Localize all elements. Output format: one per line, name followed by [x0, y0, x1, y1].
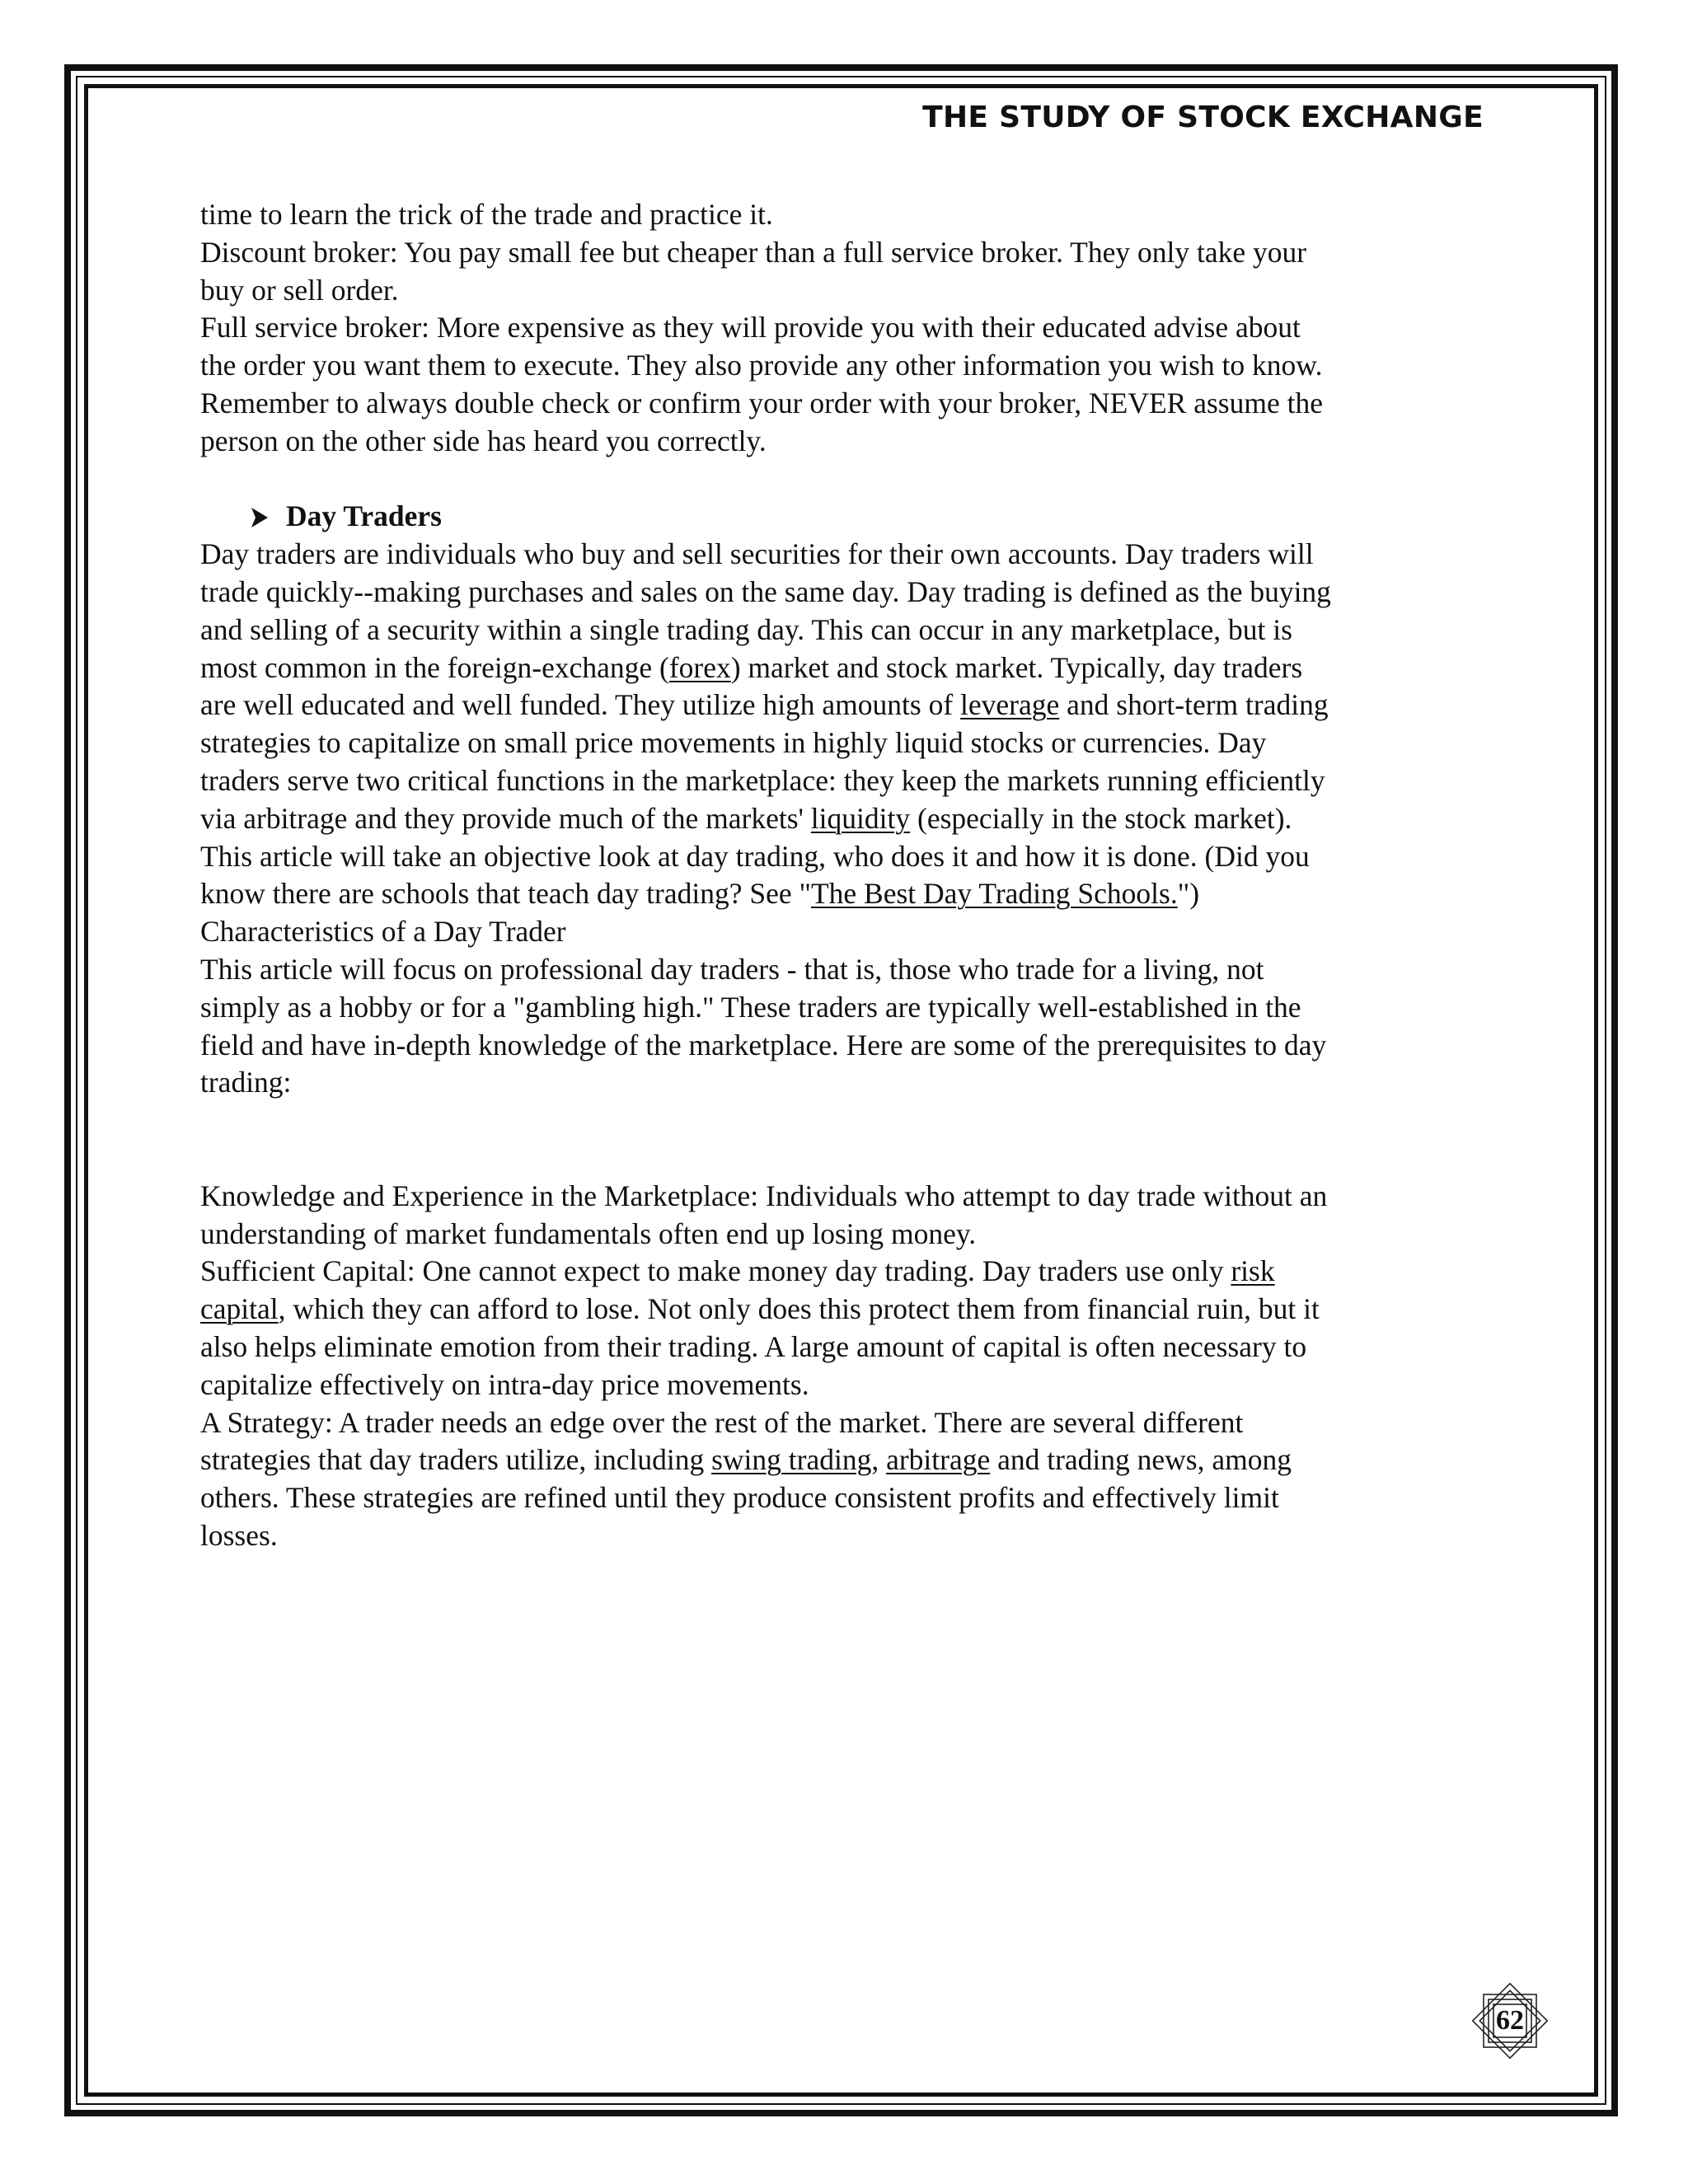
text-line: Day traders are individuals who buy and sell securities for their own accounts. Day traders will: [200, 537, 1314, 571]
text-span: and trading news, among: [990, 1443, 1292, 1477]
text-line: and selling of a security within a single trading day. This can occur in any marketplace, but is: [200, 612, 1292, 646]
text-span: are well educated and well funded. They utilize high amounts of: [200, 688, 961, 722]
text-line: capitalize effectively on intra-day price movements.: [200, 1367, 809, 1401]
text-line: others. These strategies are refined until they produce consistent profits and effectively limit: [200, 1481, 1279, 1515]
leverage-link[interactable]: leverage: [960, 688, 1060, 722]
text-line: trading:: [200, 1066, 292, 1099]
text-span: (especially in the stock market).: [910, 801, 1292, 835]
spacer: [200, 461, 1494, 499]
text-line: traders serve two critical functions in the marketplace: they keep the markets running efficiently: [200, 763, 1325, 797]
text-line: Knowledge and Experience in the Marketplace: Individuals who attempt to day trade without an: [200, 1179, 1328, 1212]
text-span: ,: [871, 1443, 887, 1477]
text-line: simply as a hobby or for a "gambling high." These traders are typically well-established in the: [200, 990, 1301, 1024]
page-body: [200, 196, 1494, 1555]
text-line: [200, 1441, 1494, 1479]
day-trading-schools-link[interactable]: The Best Day Trading Schools.: [810, 877, 1178, 911]
text-line: A Strategy: A trader needs an edge over the rest of the market. There are several different: [200, 1405, 1244, 1439]
arrow-bullet-icon: [251, 508, 268, 527]
text-line: [200, 800, 1494, 838]
text-line: Discount broker: You pay small fee but cheaper than a full service broker. They only take your: [200, 235, 1307, 269]
text-span: "): [1177, 877, 1200, 911]
text-line: strategies to capitalize on small price movements in highly liquid stocks or currencies. Day: [200, 726, 1267, 760]
risk-capital-link[interactable]: capital: [200, 1292, 279, 1326]
day-traders-paragraph: [200, 536, 1494, 1102]
text-line: [200, 687, 1494, 724]
prerequisites-paragraph: [200, 1178, 1494, 1555]
forex-link[interactable]: forex: [668, 650, 731, 684]
intro-paragraphs: [200, 196, 1494, 461]
text-line: This article will focus on professional day traders - that is, those who trade for a living, not: [200, 952, 1264, 986]
text-line: [200, 1253, 1494, 1291]
spacer: [200, 1102, 1494, 1178]
arbitrage-link[interactable]: arbitrage: [886, 1443, 991, 1477]
running-header: THE STUDY OF STOCK EXCHANGE: [922, 101, 1484, 134]
text-line: Remember to always double check or confirm your order with your broker, NEVER assume the: [200, 386, 1323, 419]
page-number-badge: [1469, 1980, 1551, 2062]
text-span: , which they can afford to lose. Not only does this protect them from financial ruin, but it: [278, 1292, 1320, 1326]
swing-trading-link[interactable]: swing trading: [711, 1443, 872, 1477]
text-span: via arbitrage and they provide much of the markets': [200, 801, 811, 835]
text-span: Sufficient Capital: One cannot expect to make money day trading. Day traders use only: [200, 1254, 1231, 1288]
text-line: trade quickly--making purchases and sales on the same day. Day trading is defined as the buying: [200, 574, 1331, 608]
page-number: 62: [1496, 2005, 1524, 2036]
section-heading: [200, 498, 1494, 536]
text-line: This article will take an objective look at day trading, who does it and how it is done. (Did you: [200, 839, 1310, 873]
text-line: field and have in-depth knowledge of the marketplace. Here are some of the prerequisites to day: [200, 1028, 1327, 1062]
text-line: person on the other side has heard you correctly.: [200, 424, 767, 457]
text-span: ) market and stock market. Typically, day traders: [730, 650, 1303, 684]
text-span: most common in the foreign-exchange (: [200, 650, 669, 684]
text-line: the order you want them to execute. They also provide any other information you wish to know.: [200, 349, 1323, 382]
text-line: [200, 1291, 1494, 1329]
liquidity-link[interactable]: liquidity: [810, 801, 911, 835]
text-line: buy or sell order.: [200, 273, 399, 307]
text-span: know there are schools that teach day trading? See ": [200, 877, 811, 911]
text-line: also helps eliminate emotion from their trading. A large amount of capital is often necessary to: [200, 1329, 1307, 1363]
text-line: [200, 649, 1494, 687]
subheading-line: Characteristics of a Day Trader: [200, 915, 566, 949]
text-line: [200, 875, 1494, 913]
risk-capital-link[interactable]: risk: [1231, 1254, 1275, 1288]
text-line: time to learn the trick of the trade and practice it.: [200, 198, 773, 231]
text-span: strategies that day traders utilize, including: [200, 1443, 712, 1477]
text-line: Full service broker: More expensive as they will provide you with their educated advise about: [200, 311, 1301, 344]
text-line: losses.: [200, 1518, 278, 1552]
text-span: and short-term trading: [1059, 688, 1329, 722]
text-line: understanding of market fundamentals often end up losing money.: [200, 1216, 977, 1250]
section-title: Day Traders: [286, 499, 442, 533]
